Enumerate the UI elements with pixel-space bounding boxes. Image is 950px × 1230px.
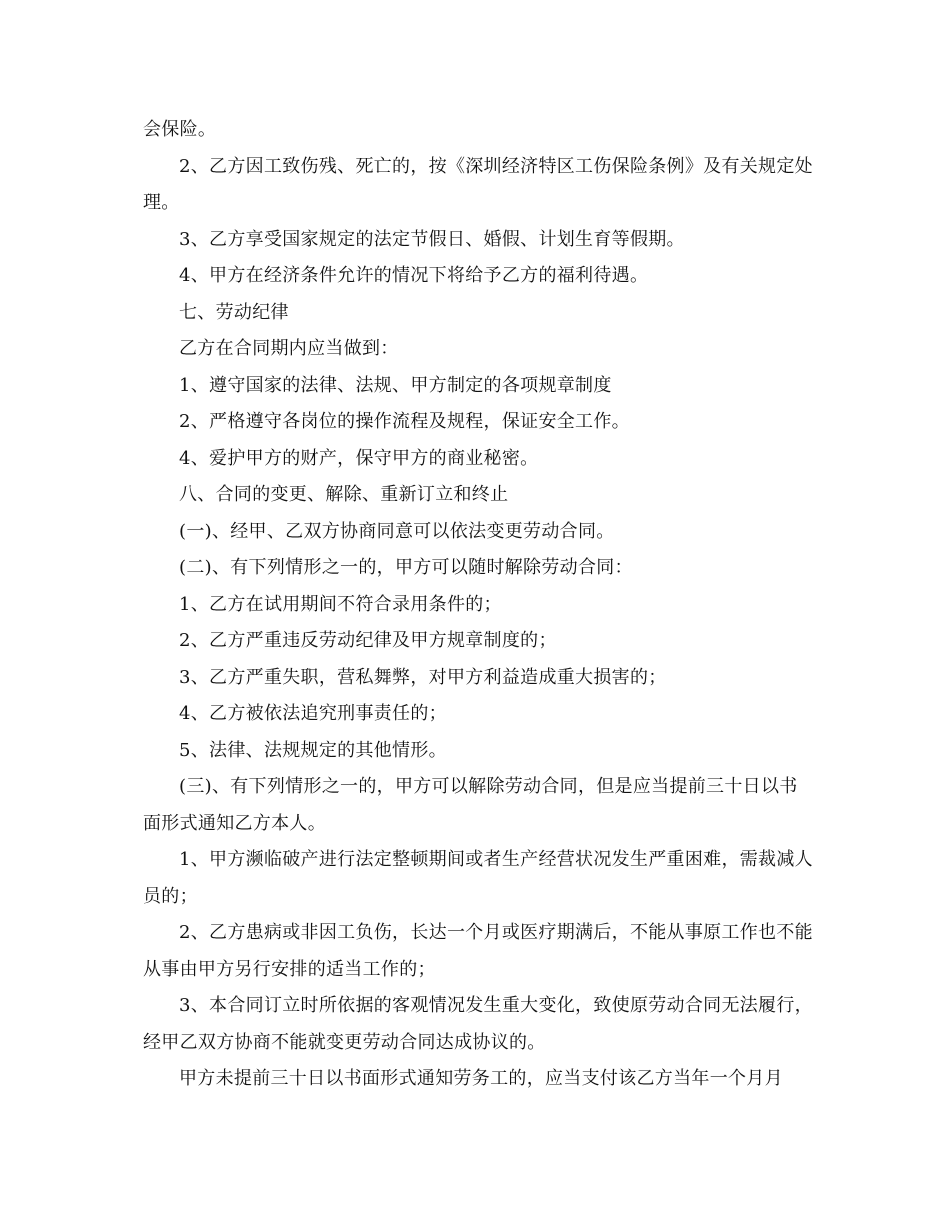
paragraph: 4、甲方在经济条件允许的情况下将给予乙方的福利待遇。 (179, 265, 649, 286)
paragraph: 会保险。 (143, 119, 217, 140)
list-item: 2、严格遵守各岗位的操作流程及规程，保证安全工作。 (179, 411, 630, 432)
paragraph: 乙方在合同期内应当做到： (179, 338, 399, 359)
list-item: 2、乙方严重违反劳动纪律及甲方规章制度的； (179, 630, 557, 651)
paragraph: (三)、有下列情形之一的，甲方可以解除劳动合同，但是应当提前三十日以书面形式通知乙方本人。 (143, 776, 798, 834)
paragraph: 2、乙方因工致伤残、死亡的，按《深圳经济特区工伤保险条例》及有关规定处理。 (143, 155, 813, 213)
list-item: 5、法律、法规规定的其他情形。 (179, 739, 447, 761)
list-item: 3、本合同订立时所依据的客观情况发生重大变化，致使原劳动合同无法履行，经甲乙双方协商不能就变更劳动合同达成协议的。 (143, 995, 813, 1053)
list-item: 3、乙方严重失职，营私舞弊，对甲方利益造成重大损害的； (179, 666, 667, 688)
section-heading: 七、劳动纪律 (179, 301, 289, 323)
paragraph: 3、乙方享受国家规定的法定节假日、婚假、计划生育等假期。 (179, 228, 685, 250)
list-item: 4、乙方被依法追究刑事责任的； (179, 703, 447, 724)
paragraph: (一)、经甲、乙双方协商同意可以依法变更劳动合同。 (179, 520, 615, 542)
list-item: 1、乙方在试用期间不符合录用条件的； (179, 593, 502, 615)
list-item: 2、乙方患病或非因工负伤，长达一个月或医疗期满后，不能从事原工作也不能从事由甲方另行安排的适当工作的； (143, 922, 813, 980)
paragraph: 甲方未提前三十日以书面形式通知劳务工的，应当支付该乙方当年一个月月 (179, 1068, 783, 1089)
list-item: 1、甲方濒临破产进行法定整顿期间或者生产经营状况发生严重困难，需裁减人员的； (143, 849, 813, 907)
document-body (143, 112, 813, 1098)
list-item: 4、爱护甲方的财产，保守甲方的商业秘密。 (179, 447, 539, 469)
paragraph: (二)、有下列情形之一的，甲方可以随时解除劳动合同： (179, 557, 633, 578)
section-heading: 八、合同的变更、解除、重新订立和终止 (179, 484, 509, 505)
list-item: 1、遵守国家的法律、法规、甲方制定的各项规章制度 (179, 374, 612, 396)
